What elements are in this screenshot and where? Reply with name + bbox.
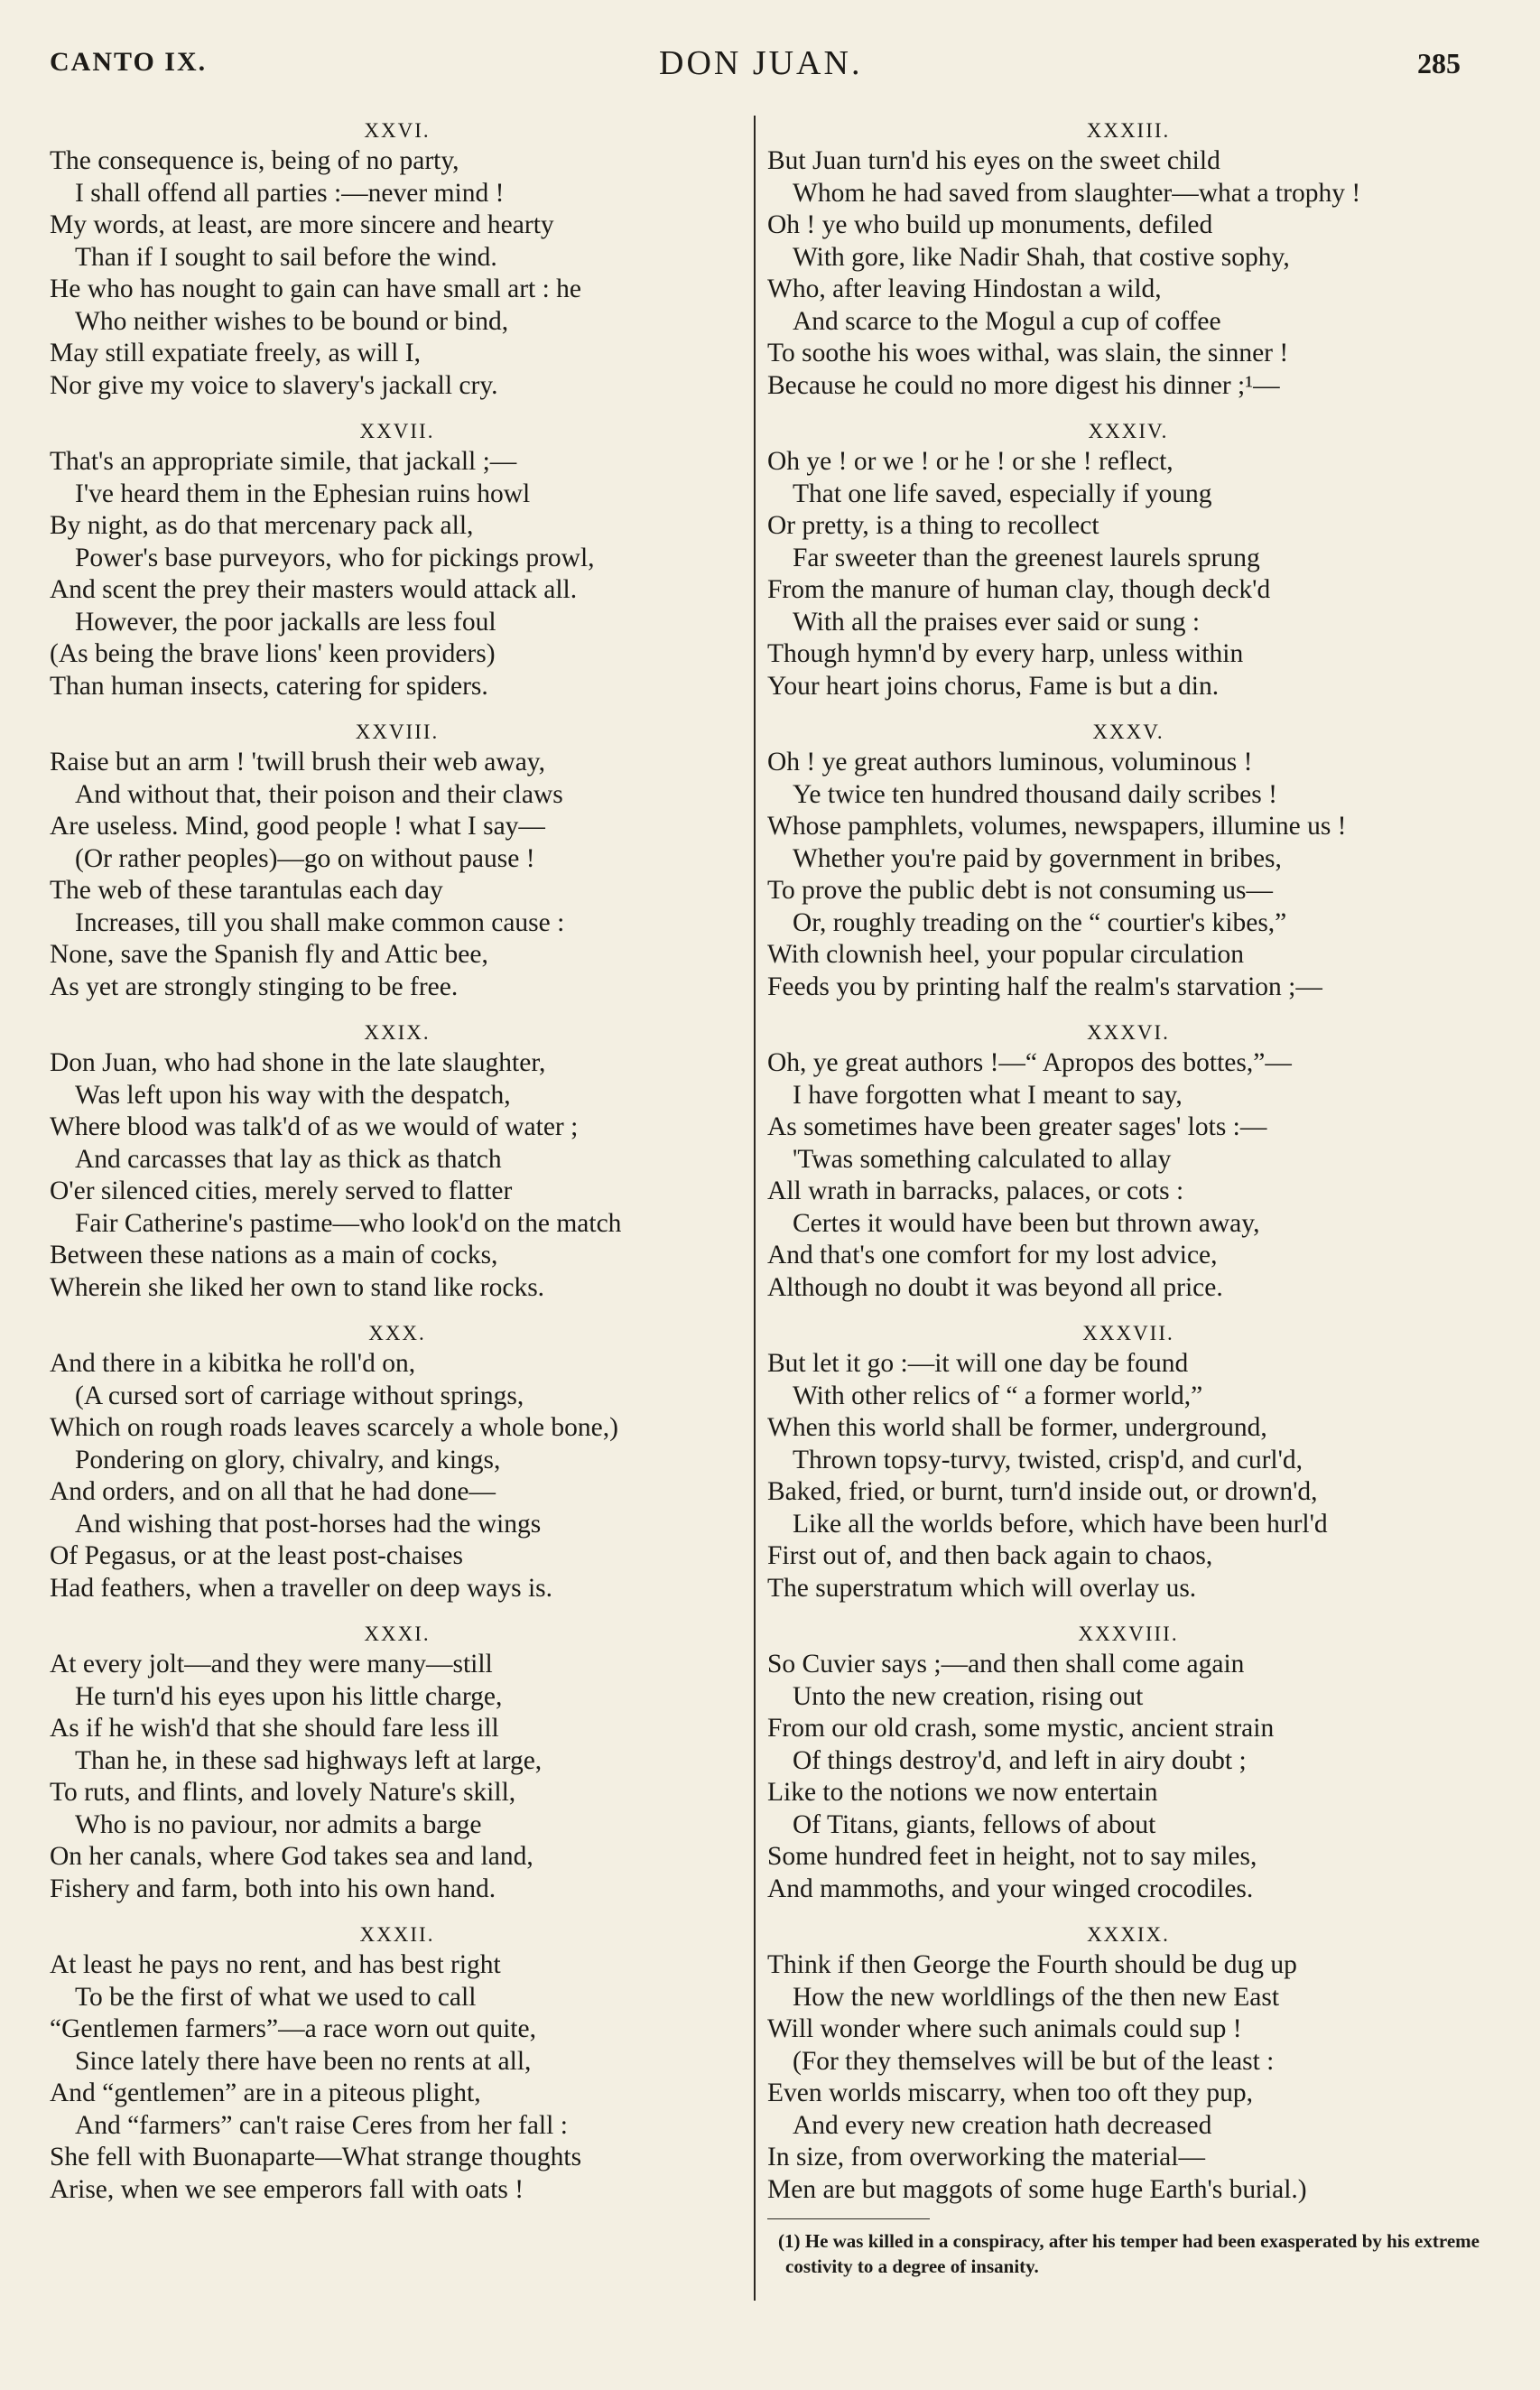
stanza (767, 1619, 1489, 1905)
verse-line: Thrown topsy-turvy, twisted, crisp'd, and curl'd, (793, 1445, 1303, 1474)
verse-line: But let it go :—it will one day be found (767, 1349, 1189, 1378)
verse-line: Your heart joins chorus, Fame is but a din. (767, 671, 1220, 701)
verse-line: None, save the Spanish fly and Attic bee, (50, 940, 488, 969)
verse-line: All wrath in barracks, palaces, or cots : (767, 1176, 1184, 1205)
verse-line: That's an appropriate simile, that jackall ;— (50, 447, 517, 476)
verse-line: Who neither wishes to be bound or bind, (75, 306, 509, 336)
verse-line: In size, from overworking the material— (767, 2143, 1205, 2171)
verse-line: Fishery and farm, both into his own hand. (50, 1874, 496, 1903)
verse-line: Like to the notions we now entertain (767, 1778, 1158, 1807)
stanza (767, 1018, 1489, 1304)
verse-line: But Juan turn'd his eyes on the sweet child (767, 146, 1220, 175)
verse-line: To be the first of what we used to call (75, 1982, 477, 2012)
verse-line: With gore, like Nadir Shah, that costive sophy, (793, 242, 1290, 272)
verse-line: And without that, their poison and their claws (75, 779, 563, 809)
verse-line: He who has nought to gain can have small art : he (50, 274, 582, 303)
verse-line: (For they themselves will be but of the least : (793, 2046, 1275, 2076)
verse-line: At every jolt—and they were many—still (50, 1650, 493, 1679)
verse-line: First out of, and then back again to chaos, (767, 1541, 1213, 1570)
stanza (767, 1318, 1489, 1604)
verse-line: Baked, fried, or burnt, turn'd inside out, or drown'd, (767, 1477, 1318, 1506)
verse-line: Fair Catherine's pastime—who look'd on the match (75, 1208, 622, 1238)
verse-line: Whose pamphlets, volumes, newspapers, illumine us ! (767, 812, 1347, 841)
stanza-number: XXVI. (364, 119, 431, 142)
stanza (50, 116, 745, 402)
verse-line: (Or rather peoples)—go on without pause ! (75, 843, 535, 873)
verse-line: And mammoths, and your winged crocodiles. (767, 1874, 1254, 1903)
verse-line: Who is no paviour, nor admits a barge (75, 1809, 482, 1839)
verse-line: Or pretty, is a thing to recollect (767, 511, 1099, 540)
canto-label: CANTO IX. (50, 47, 208, 77)
verse-line: Raise but an arm ! 'twill brush their web away, (50, 748, 546, 777)
verse-line: Between these nations as a main of cocks, (50, 1241, 498, 1269)
verse-line: When this world shall be former, underground, (767, 1413, 1267, 1442)
stanza-number: XXIX. (364, 1021, 431, 1044)
verse-line: Of Titans, giants, fellows of about (793, 1809, 1156, 1839)
verse-line: By night, as do that mercenary pack all, (50, 511, 474, 540)
verse-line: And scarce to the Mogul a cup of coffee (793, 306, 1221, 336)
verse-line: Nor give my voice to slavery's jackall cry. (50, 370, 498, 400)
verse-line: Even worlds miscarry, when too oft they pup, (767, 2078, 1253, 2107)
stanza-number: XXXIV. (1088, 420, 1169, 442)
verse-line: Than he, in these sad highways left at large, (75, 1745, 543, 1775)
verse-line: Unto the new creation, rising out (793, 1681, 1144, 1711)
stanza-number: XXXVII. (1082, 1322, 1174, 1344)
verse-line: Oh ! ye who build up monuments, defiled (767, 210, 1213, 239)
verse-line: Where blood was talk'd of as we would of water ; (50, 1112, 579, 1141)
running-head (0, 0, 1540, 99)
verse-line: And there in a kibitka he roll'd on, (50, 1349, 416, 1378)
stanza (50, 416, 745, 702)
verse-line: My words, at least, are more sincere and hearty (50, 210, 554, 239)
verse-line: Of Pegasus, or at the least post-chaises (50, 1541, 463, 1570)
verse-line: Whom he had saved from slaughter—what a trophy ! (793, 178, 1361, 208)
page-number: 285 (1417, 47, 1461, 79)
verse-line: (A cursed sort of carriage without springs, (75, 1381, 524, 1410)
verse-line: The superstratum which will overlay us. (767, 1573, 1197, 1603)
verse-line: To ruts, and flints, and lovely Nature's skill, (50, 1778, 516, 1807)
verse-line: From our old crash, some mystic, ancient strain (767, 1714, 1275, 1743)
verse-line: The consequence is, being of no party, (50, 146, 459, 175)
verse-line: And every new creation hath decreased (793, 2110, 1212, 2140)
stanza (50, 1018, 745, 1304)
verse-line: Feeds you by printing half the realm's starvation ;— (767, 972, 1322, 1001)
verse-line: Oh ye ! or we ! or he ! or she ! reflect, (767, 447, 1174, 476)
verse-line: Certes it would have been but thrown away, (793, 1208, 1260, 1238)
verse-line: And wishing that post-horses had the wings (75, 1509, 542, 1539)
stanza-number: XXXIX. (1087, 1923, 1170, 1946)
verse-line: I have forgotten what I meant to say, (793, 1080, 1183, 1110)
stanza-number: XXVIII. (355, 721, 440, 743)
left-column (50, 116, 745, 2206)
verse-line: Or, roughly treading on the “ courtier's kibes,” (793, 907, 1287, 937)
verse-line: To prove the public debt is not consuming us— (767, 876, 1274, 905)
verse-line: Oh, ye great authors !—“ Apropos des bottes,”— (767, 1048, 1292, 1077)
book-title: DON JUAN. (659, 44, 863, 82)
verse-line: Men are but maggots of some huge Earth's burial.) (767, 2174, 1307, 2204)
stanza (767, 1920, 1489, 2206)
verse-line: Since lately there have been no rents at all, (75, 2046, 532, 2076)
stanza (50, 1920, 745, 2206)
verse-line: May still expatiate freely, as will I, (50, 339, 421, 367)
verse-line: Wherein she liked her own to stand like rocks. (50, 1272, 545, 1302)
verse-line: Far sweeter than the greenest laurels sprung (793, 543, 1260, 572)
stanza-number: XXXVIII. (1078, 1623, 1179, 1645)
verse-line: Although no doubt it was beyond all price. (767, 1272, 1223, 1302)
verse-line: Which on rough roads leaves scarcely a whole bone,) (50, 1413, 618, 1442)
verse-line: Whether you're paid by government in bribes, (793, 843, 1282, 873)
verse-line: At least he pays no rent, and has best right (50, 1950, 501, 1979)
verse-line: On her canals, where God takes sea and land, (50, 1842, 533, 1871)
verse-line: I've heard them in the Ephesian ruins howl (75, 479, 531, 508)
stanza-number: XXXVI. (1087, 1021, 1170, 1044)
stanza-number: XXXII. (359, 1923, 435, 1946)
verse-line: The web of these tarantulas each day (50, 876, 443, 905)
verse-line: With clownish heel, your popular circulation (767, 940, 1245, 969)
verse-line: Pondering on glory, chivalry, and kings, (75, 1445, 501, 1474)
stanza-number: XXVII. (359, 420, 435, 442)
verse-line: Than if I sought to sail before the wind. (75, 242, 497, 272)
verse-line: Are useless. Mind, good people ! what I say— (50, 812, 545, 841)
verse-line: Like all the worlds before, which have been hurl'd (793, 1509, 1328, 1539)
verse-line: From the manure of human clay, though deck'd (767, 575, 1271, 604)
stanza-number: XXXI. (364, 1623, 431, 1645)
verse-line: To soothe his woes withal, was slain, the sinner ! (767, 339, 1289, 367)
verse-line: Think if then George the Fourth should be dug up (767, 1950, 1297, 1979)
column-divider (754, 116, 756, 2301)
verse-line: Who, after leaving Hindostan a wild, (767, 274, 1162, 303)
verse-line: Arise, when we see emperors fall with oats ! (50, 2174, 524, 2204)
verse-line: Than human insects, catering for spiders. (50, 671, 488, 701)
verse-line: Had feathers, when a traveller on deep ways is. (50, 1573, 552, 1603)
stanza (767, 116, 1489, 402)
stanza (50, 1318, 745, 1604)
verse-line: That one life saved, especially if young (793, 479, 1212, 508)
verse-line: How the new worldlings of the then new East (793, 1982, 1280, 2012)
verse-line: (As being the brave lions' keen providers) (50, 639, 496, 668)
verse-line: She fell with Buonaparte—What strange thoughts (50, 2143, 582, 2171)
verse-line: Will wonder where such animals could sup ! (767, 2014, 1242, 2043)
verse-line: So Cuvier says ;—and then shall come again (767, 1650, 1245, 1679)
verse-line: And scent the prey their masters would attack all. (50, 575, 578, 604)
verse-line: However, the poor jackalls are less foul (75, 607, 496, 637)
verse-line: As sometimes have been greater sages' lots :— (767, 1112, 1267, 1141)
verse-line: With other relics of “ a former world,” (793, 1381, 1203, 1410)
verse-line: Of things destroy'd, and left in airy doubt ; (793, 1745, 1247, 1775)
footnote: (1) He was killed in a conspiracy, after his temper had been exasperated by his extreme costivity to a degree of insanity. (778, 2230, 1480, 2277)
verse-line: Don Juan, who had shone in the late slaughter, (50, 1048, 546, 1077)
verse-line: “Gentlemen farmers”—a race worn out quite, (50, 2014, 536, 2043)
verse-line: As if he wish'd that she should fare less ill (50, 1714, 499, 1743)
stanza-number: XXXIII. (1086, 119, 1171, 142)
verse-line: I shall offend all parties :—never mind ! (75, 178, 505, 208)
verse-line: O'er silenced cities, merely served to flatter (50, 1176, 513, 1205)
verse-line: As yet are strongly stinging to be free. (50, 972, 459, 1001)
stanza (50, 717, 745, 1003)
verse-line: Increases, till you shall make common cause : (75, 907, 565, 937)
stanza (767, 717, 1489, 1003)
verse-line: And carcasses that lay as thick as thatch (75, 1144, 502, 1174)
footnote-rule (767, 2218, 930, 2219)
verse-line: Power's base purveyors, who for pickings prowl, (75, 543, 595, 572)
right-column (767, 116, 1489, 2279)
stanza-number: XXXV. (1092, 721, 1164, 743)
verse-line: Ye twice ten hundred thousand daily scribes ! (793, 779, 1277, 809)
verse-line: And that's one comfort for my lost advice, (767, 1241, 1218, 1269)
verse-line: With all the praises ever said or sung : (793, 607, 1201, 637)
verse-line: Though hymn'd by every harp, unless within (767, 639, 1244, 668)
verse-line: And “farmers” can't raise Ceres from her fall : (75, 2110, 568, 2140)
verse-line: He turn'd his eyes upon his little charge, (75, 1681, 503, 1711)
verse-line: Oh ! ye great authors luminous, voluminous ! (767, 748, 1253, 777)
verse-line: And “gentlemen” are in a piteous plight, (50, 2078, 481, 2107)
stanza (767, 416, 1489, 702)
verse-line: Because he could no more digest his dinner ;¹— (767, 370, 1280, 400)
stanza-number: XXX. (368, 1322, 426, 1344)
verse-line: And orders, and on all that he had done— (50, 1477, 496, 1506)
stanza (50, 1619, 745, 1905)
verse-line: Was left upon his way with the despatch, (75, 1080, 511, 1110)
verse-line: Some hundred feet in height, not to say miles, (767, 1842, 1257, 1871)
verse-line: 'Twas something calculated to allay (793, 1144, 1172, 1174)
